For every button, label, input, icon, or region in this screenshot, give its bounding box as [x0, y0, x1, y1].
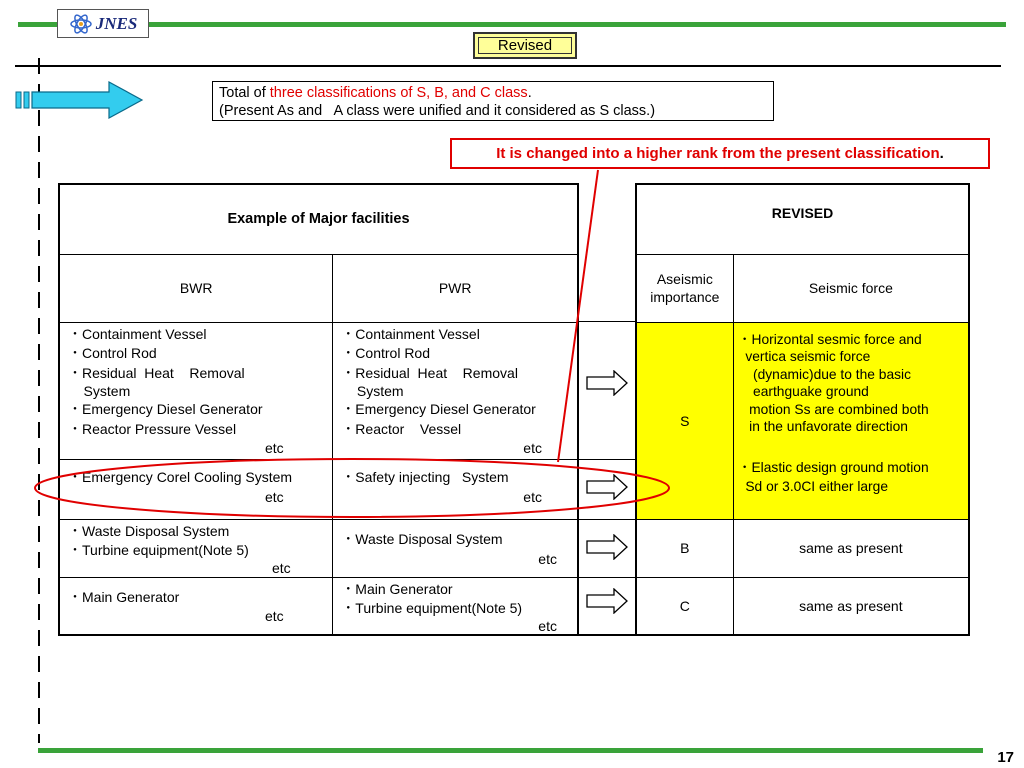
list-item: earthguake ground: [737, 384, 869, 399]
col-header-force: Seismic force: [733, 254, 969, 322]
list-item: ・Emergency Diesel Generator: [341, 401, 536, 417]
list-item: ・Reactor Pressure Vessel: [68, 420, 237, 437]
row1-bwr: [59, 322, 333, 459]
row1-pwr: [333, 322, 578, 459]
jnes-logo: [57, 9, 149, 38]
right-arrow-icon: [14, 80, 146, 120]
col-header-pwr: PWR: [333, 254, 578, 322]
right-arrow-icon: [586, 474, 628, 500]
list-item: ・Safety injecting System: [341, 468, 509, 485]
row-divider: [579, 519, 635, 520]
list-item: ・Emergency Corel Cooling System: [68, 468, 293, 485]
list-item: System: [68, 383, 131, 399]
revised-badge-label: Revised: [497, 37, 553, 54]
list-item: ・Waste Disposal System: [68, 522, 230, 539]
etc-label: etc: [272, 559, 291, 576]
list-item: ・Elastic design ground motion: [737, 460, 929, 475]
list-item: ・Emergency Diesel Generator: [68, 401, 263, 417]
summary-box: [212, 81, 774, 121]
c-force-cell: same as present: [733, 577, 969, 635]
class-c-cell: C: [636, 577, 733, 635]
row-divider: [579, 459, 635, 460]
class-s-cell: S: [636, 322, 733, 519]
etc-label: etc: [538, 550, 557, 567]
list-item: ・Turbine equipment(Note 5): [68, 542, 249, 558]
row3-pwr: [333, 519, 578, 577]
revised-table: [635, 183, 970, 636]
bottom-rule: [38, 748, 983, 753]
list-item: ・Reactor Vessel: [341, 420, 462, 437]
etc-label: etc: [523, 488, 542, 505]
revised-title: REVISED: [636, 184, 969, 254]
left-dashed-rule: [38, 58, 40, 743]
list-item: ・Containment Vessel: [341, 325, 480, 342]
list-item: ・Main Generator: [341, 580, 453, 597]
etc-label: etc: [265, 607, 284, 624]
atom-icon: [69, 14, 93, 34]
list-item: System: [341, 383, 404, 399]
right-arrow-icon: [586, 534, 628, 560]
list-item: ・Horizontal sesmic force and: [737, 331, 922, 347]
facilities-title: Example of Major facilities: [59, 184, 578, 254]
right-arrow-icon: [586, 370, 628, 396]
list-item: ・Waste Disposal System: [341, 530, 503, 547]
header-divider: [15, 65, 1001, 67]
etc-label: etc: [523, 439, 542, 456]
list-item: ・Control Rod: [68, 345, 157, 361]
revised-badge: [473, 32, 577, 59]
list-item: ・Residual Heat Removal: [68, 364, 245, 381]
col-header-importance: Aseismic importance: [636, 254, 733, 322]
col-header-bwr: BWR: [59, 254, 333, 322]
top-rule: [18, 22, 1006, 27]
list-item: (dynamic)due to the basic: [737, 366, 911, 382]
list-item: vertica seismic force: [737, 349, 871, 364]
page-number: 17: [997, 749, 1014, 766]
list-item: ・Control Rod: [341, 345, 430, 361]
s-force-cell-2: [733, 459, 969, 519]
summary-highlight: three classifications of S, B, and C class: [269, 85, 528, 101]
list-item: ・Containment Vessel: [68, 325, 207, 342]
etc-label: etc: [265, 439, 284, 456]
list-item: ・Main Generator: [68, 588, 180, 605]
row3-bwr: [59, 519, 333, 577]
list-item: ・Residual Heat Removal: [341, 364, 518, 381]
b-force-cell: same as present: [733, 519, 969, 577]
row2-bwr: [59, 459, 333, 519]
list-item: ・Turbine equipment(Note 5): [341, 600, 523, 616]
s-force-cell-1: [733, 322, 969, 459]
etc-label: etc: [538, 617, 557, 634]
row-divider: [579, 577, 635, 578]
row4-bwr: [59, 577, 333, 635]
list-item: Sd or 3.0CI either large: [737, 478, 888, 494]
summary-line-1: Total of three classifications of S, B, and C class.: [219, 85, 532, 101]
logo-text: JNES: [95, 13, 138, 33]
major-facilities-table: [58, 183, 579, 636]
row2-pwr: [333, 459, 578, 519]
summary-line-2: (Present As and A class were unified and it considered as S class.): [219, 103, 656, 119]
list-item: motion Ss are combined both: [737, 401, 929, 417]
class-b-cell: B: [636, 519, 733, 577]
etc-label: etc: [265, 488, 284, 505]
change-callout: It is changed into a higher rank from the present classification .: [450, 138, 990, 169]
right-arrow-icon: [586, 588, 628, 614]
row4-pwr: [333, 577, 578, 635]
list-item: in the unfavorate direction: [737, 419, 908, 434]
